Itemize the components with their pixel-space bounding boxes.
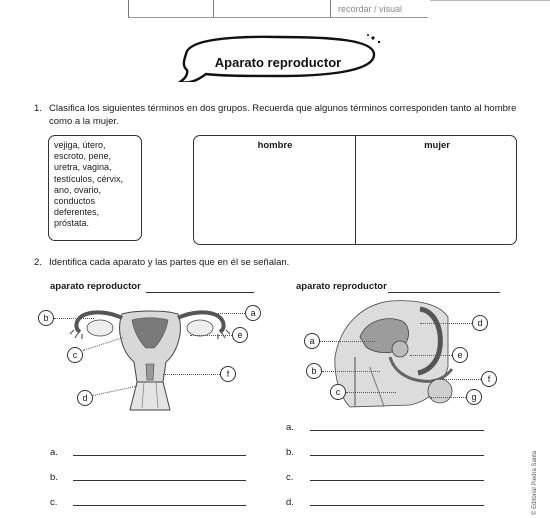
column-header-mujer: mujer <box>424 140 450 151</box>
leader-line <box>420 323 472 324</box>
q1-text-line2: como a la mujer. <box>49 116 119 127</box>
page-title: Aparato reproductor <box>214 55 342 70</box>
leader-line <box>212 313 245 314</box>
q2-text: Identifica cada aparato y las partes que en él se señalan. <box>49 257 290 268</box>
leader-line <box>322 371 380 372</box>
left-apparatus-answer-line[interactable] <box>146 292 254 293</box>
marker-a: a <box>245 305 261 321</box>
column-header-hombre: hombre <box>257 140 293 151</box>
answer-label-d: d. <box>286 497 294 508</box>
marker-b: b <box>306 363 322 379</box>
term-line: escroto, pene, <box>54 151 112 162</box>
right-apparatus-label: aparato reproductor <box>296 281 387 292</box>
leader-line <box>54 318 94 319</box>
term-line: próstata. <box>54 218 90 229</box>
marker-f: f <box>220 366 236 382</box>
answer-label-a: a. <box>286 422 294 433</box>
term-line: ano, ovario, <box>54 184 102 195</box>
marker-b: b <box>38 310 54 326</box>
publisher-credit: © Editorial Piedra Santa <box>532 450 538 515</box>
right-apparatus-answer-line[interactable] <box>388 292 500 293</box>
answer-line-d[interactable] <box>310 505 484 506</box>
leader-line <box>410 355 452 356</box>
term-line: deferentes, <box>54 207 100 218</box>
header-divider <box>330 0 331 17</box>
header-divider <box>213 0 214 17</box>
marker-e: e <box>452 347 468 363</box>
leader-line <box>320 341 375 342</box>
classification-table <box>193 135 517 245</box>
answer-cell-hombre[interactable] <box>196 154 353 242</box>
terms-box <box>48 135 142 241</box>
leader-line <box>430 397 466 398</box>
q1-text-line1: Clasifica los siguientes términos en dos grupos. Recuerda que algunos términos corresponden tanto al hombre <box>49 103 517 114</box>
term-line: vejiga, útero, <box>54 140 106 150</box>
answer-line-a[interactable] <box>310 430 484 431</box>
marker-e: e <box>232 327 248 343</box>
leader-line <box>346 392 396 393</box>
marker-a: a <box>304 333 320 349</box>
marker-c: c <box>330 384 346 400</box>
term-line: conductos <box>54 196 96 207</box>
term-line: uretra, vagina, <box>54 162 112 173</box>
answer-line-c[interactable] <box>73 505 246 506</box>
answer-line-a[interactable] <box>73 455 246 456</box>
answer-cell-mujer[interactable] <box>358 154 515 242</box>
marker-f: f <box>481 371 497 387</box>
marker-d: d <box>472 315 488 331</box>
marker-g: g <box>466 389 482 405</box>
q1-number: 1. <box>34 103 42 114</box>
leader-line <box>433 379 481 380</box>
leader-line <box>190 335 232 336</box>
q2-number: 2. <box>34 257 42 268</box>
marker-d: d <box>77 390 93 406</box>
answer-label-b: b. <box>286 447 294 458</box>
header-strip <box>0 0 550 18</box>
answer-label-b: b. <box>50 472 58 483</box>
marker-c: c <box>67 347 83 363</box>
leader-line <box>163 374 220 375</box>
left-apparatus-label: aparato reproductor <box>50 281 141 292</box>
answer-line-b[interactable] <box>310 455 484 456</box>
answer-line-c[interactable] <box>310 480 484 481</box>
answer-line-b[interactable] <box>73 480 246 481</box>
header-rule <box>128 17 428 18</box>
answer-label-c: c. <box>50 497 58 508</box>
header-rule <box>430 0 550 1</box>
term-line: testículos, cérvix, <box>54 173 124 184</box>
answer-label-a: a. <box>50 447 58 458</box>
table-divider <box>355 136 356 245</box>
header-note: recordar / visual <box>338 4 403 14</box>
answer-label-c: c. <box>286 472 294 483</box>
header-divider <box>128 0 129 17</box>
